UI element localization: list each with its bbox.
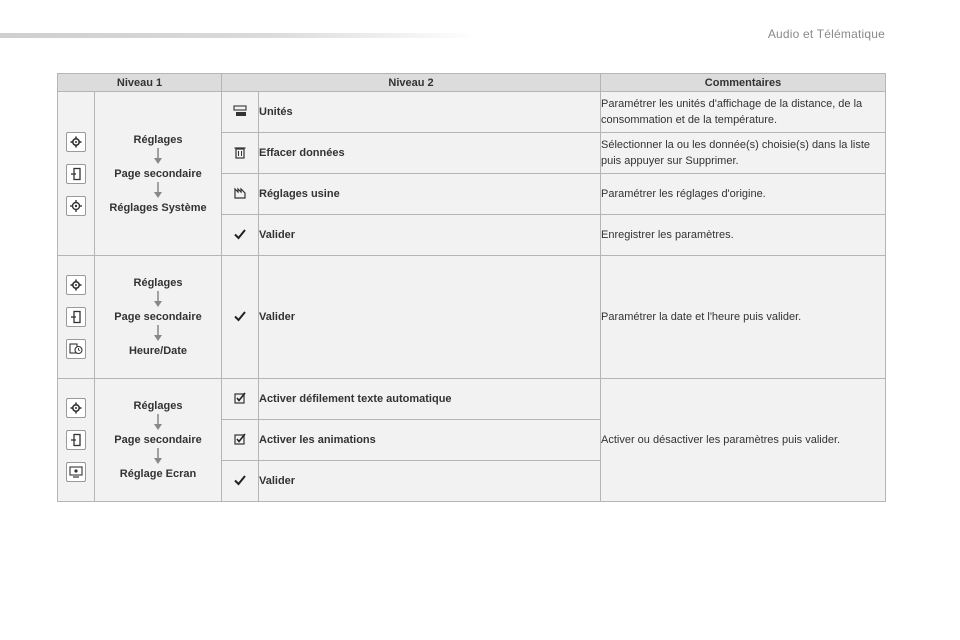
column-header: Niveau 2 <box>222 74 601 92</box>
option-label: Valider <box>259 461 601 502</box>
option-icon-cell <box>222 256 259 379</box>
option-label: Effacer données <box>259 133 601 174</box>
level1-path-cell <box>95 256 222 379</box>
table-row <box>58 92 886 133</box>
header-rule <box>0 33 480 38</box>
path-step: Heure/Date <box>128 345 188 357</box>
trash-icon <box>233 145 247 159</box>
checkmark-icon <box>233 309 247 323</box>
table-row <box>58 256 886 379</box>
settings-table <box>57 73 886 502</box>
comment-cell: Paramétrer les unités d'affichage de la distance, de la consommation et de la température. <box>601 92 886 133</box>
option-icon-cell <box>222 215 259 256</box>
comment-cell: Activer ou désactiver les paramètres puis valider. <box>601 379 886 502</box>
option-label: Activer défilement texte automatique <box>259 379 601 420</box>
system-settings-icon <box>66 196 86 216</box>
checkbox-icon <box>233 432 247 446</box>
comment-cell: Paramétrer les réglages d'origine. <box>601 174 886 215</box>
arrow-down-icon <box>154 448 162 464</box>
arrow-down-icon <box>154 148 162 164</box>
column-header: Commentaires <box>601 74 886 92</box>
checkbox-icon <box>233 391 247 405</box>
checkmark-icon <box>233 227 247 241</box>
level1-path-cell <box>95 92 222 256</box>
level1-icons-cell <box>58 379 95 502</box>
arrow-down-icon <box>154 182 162 198</box>
option-icon-cell <box>222 420 259 461</box>
option-icon-cell <box>222 461 259 502</box>
level1-icons-cell <box>58 92 95 256</box>
checkmark-icon <box>233 473 247 487</box>
option-icon-cell <box>222 379 259 420</box>
option-label: Réglages usine <box>259 174 601 215</box>
gear-icon <box>66 275 86 295</box>
option-label: Unités <box>259 92 601 133</box>
page-icon <box>66 430 86 450</box>
path-step: Page secondaire <box>114 311 202 323</box>
table-header-row <box>58 74 886 92</box>
page-icon <box>66 164 86 184</box>
option-icon-cell <box>222 133 259 174</box>
path-step: Réglages <box>133 277 183 289</box>
path-step: Page secondaire <box>114 434 202 446</box>
arrow-down-icon <box>154 414 162 430</box>
path-step: Réglages <box>133 133 183 146</box>
calendar-clock-icon <box>66 339 86 359</box>
path-step: Réglages <box>133 400 183 412</box>
screen-settings-icon <box>66 462 86 482</box>
option-icon-cell <box>222 174 259 215</box>
level1-path-cell <box>95 379 222 502</box>
arrow-down-icon <box>154 291 162 307</box>
page-icon <box>66 307 86 327</box>
comment-cell: Sélectionner la ou les donnée(s) choisie(s) dans la liste puis appuyer sur Supprimer. <box>601 133 886 174</box>
option-label: Valider <box>259 256 601 379</box>
option-label: Activer les animations <box>259 420 601 461</box>
level1-icons-cell <box>58 256 95 379</box>
gear-icon <box>66 132 86 152</box>
factory-reset-icon <box>233 186 247 200</box>
arrow-down-icon <box>154 325 162 341</box>
column-header: Niveau 1 <box>58 74 222 92</box>
path-step: Réglage Ecran <box>119 468 197 480</box>
gear-icon <box>66 398 86 418</box>
option-label: Valider <box>259 215 601 256</box>
path-step: Réglages Système <box>109 201 207 214</box>
comment-cell: Enregistrer les paramètres. <box>601 215 886 256</box>
section-title: Audio et Télématique <box>767 27 885 41</box>
units-icon <box>233 104 247 118</box>
comment-cell: Paramétrer la date et l'heure puis valider. <box>601 256 886 379</box>
table-row <box>58 379 886 420</box>
path-step: Page secondaire <box>114 167 202 180</box>
option-icon-cell <box>222 92 259 133</box>
